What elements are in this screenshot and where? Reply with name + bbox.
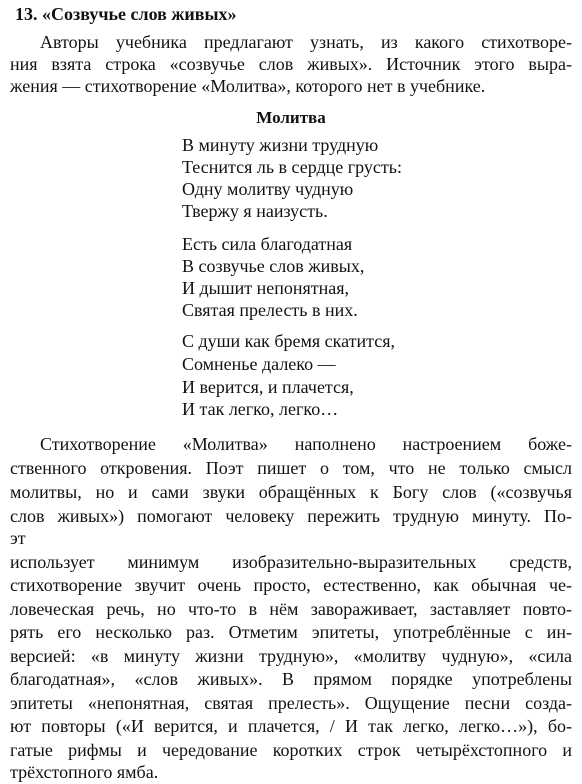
poem-line: В минуту жизни трудную	[182, 135, 379, 155]
poem-line: Теснится ль в сердце грусть:	[182, 157, 402, 177]
poem-line: И так легко, легко…	[182, 399, 339, 419]
analysis-line: эпитеты «непонятная, святая прелесть». Ощущение песни созда-	[10, 693, 572, 713]
poem-line: С души как бремя скатится,	[182, 331, 396, 351]
intro-line: ния взята строка «созвучье слов живых». Источник этого выра-	[10, 54, 572, 74]
analysis-line: использует минимум изобразительно-выразительных средств,	[10, 552, 572, 572]
analysis-line: рять его несколько раз. Отметим эпитеты, употреблённые с ин-	[10, 622, 572, 642]
poem-line: Святая прелесть в них.	[182, 300, 358, 320]
poem-line: И верится, и плачется,	[182, 377, 354, 397]
poem-line: В созвучье слов живых,	[182, 256, 365, 276]
analysis-line: эт	[10, 528, 26, 548]
intro-line: жения — стихотворение «Молитва», которого нет в учебнике.	[10, 76, 486, 96]
intro-line: Авторы учебника предлагают узнать, из какого стихотворе-	[40, 32, 572, 52]
poem-line: Одну молитву чудную	[182, 179, 354, 199]
analysis-line: ют повторы («И верится, и плачется, / И так легко, легко…»), бо-	[10, 716, 572, 736]
analysis-line: благодатная», «слов живых». В прямом порядке употреблены	[10, 669, 572, 689]
poem-line: Твержу я наизусть.	[182, 201, 328, 221]
analysis-line: гатые рифмы и чередование коротких строк четырёхстопного и	[10, 740, 572, 760]
analysis-line: ственного откровения. Поэт пишет о том, что не только смысл	[10, 458, 572, 478]
analysis-line: версией: «в минуту жизни трудную», «молитву чудную», «сила	[10, 646, 572, 666]
poem-line: Есть сила благодатная	[182, 234, 353, 254]
poem-line: И дышит непонятная,	[182, 278, 350, 298]
section-heading: 13. «Созвучье слов живых»	[15, 4, 237, 24]
analysis-line: стихотворение звучит очень просто, естественно, как обычная че-	[10, 575, 572, 595]
analysis-line: слов живых») помогают человеку пережить трудную минуту. По-	[10, 506, 572, 526]
analysis-line: молитвы, но и сами звуки обращённых к Богу слов («созвучья	[10, 482, 572, 502]
poem-title: Молитва	[256, 108, 326, 127]
analysis-line: трёхстопного ямба.	[10, 762, 159, 782]
poem-line: Сомненье далеко —	[182, 354, 336, 374]
analysis-line: Стихотворение «Молитва» наполнено настроением боже-	[40, 434, 572, 454]
analysis-line: ловеческая речь, но что-то в нём завораживает, заставляет повто-	[10, 599, 572, 619]
